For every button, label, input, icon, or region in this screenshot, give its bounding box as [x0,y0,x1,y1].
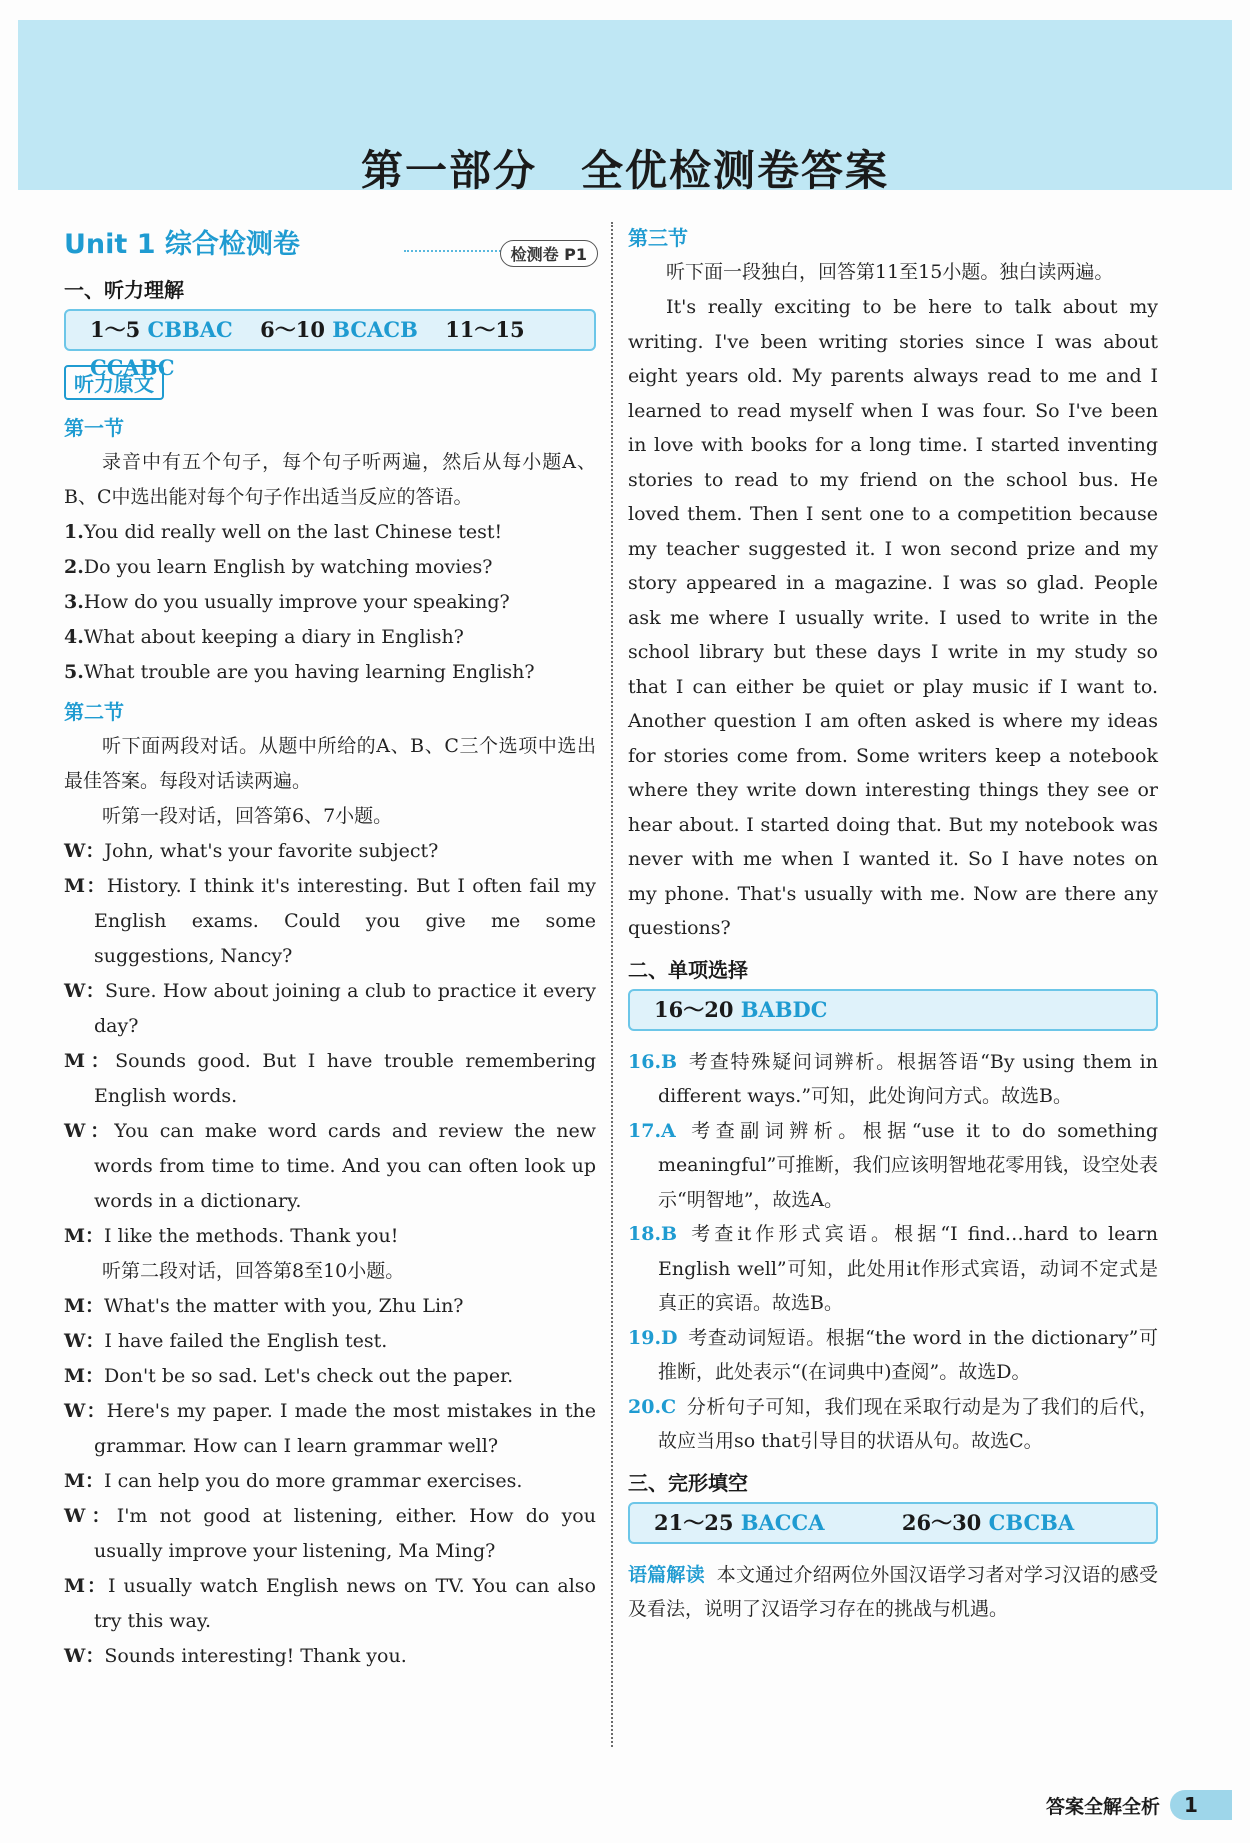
answer-value: BACCA [740,1509,825,1535]
right-column [628,222,1158,1627]
answer-value: CCABC [90,355,175,380]
footer-text: 答案全解全析 [1045,1795,1160,1818]
listening-answer-box [64,309,596,380]
page-title: 第一部分 全优检测卷答案 [360,146,889,195]
answer-range: 6～10 [260,317,325,342]
dialogue-line: W：I'm not good at listening, either. How do you usually improve your listening, Ma Ming? [64,1505,596,1562]
transcript-label: 听力原文 [64,365,164,400]
answer-range: 11～15 [445,317,525,342]
section2-intro: 听下面两段对话。从题中所给的A、B、C三个选项中选出最佳答案。每段对话读两遍。 [64,735,596,792]
listening-heading: 一、听力理解 [64,278,184,302]
left-column [64,222,596,1674]
explanation-item: 18.B 考查it作形式宾语。根据“I find…hard to learn English well”可知，此处用it作形式宾语，动词不定式是真正的宾语。故选B。 [628,1223,1158,1314]
section1-intro: 录音中有五个句子，每个句子听两遍，然后从每小题A、B、C中选出能对每个句子作出适当反应的答语。 [64,451,596,508]
single-choice-heading: 二、单项选择 [628,957,748,982]
dialogue1-intro: 听第一段对话，回答第6、7小题。 [102,805,393,827]
list-item: 5.What trouble are you having learning English? [64,661,535,683]
monologue-text: It's really exciting to be here to talk about my writing. I've been writing stories since I was about eight years old. My parents always read to me and I learned to read myself when I was four. So I've been in love with books for a long time. I started inventing stories to read to my friend on the school bus. He loved them. Then I sent one to a competition because my teacher suggested it. I won second prize and my story appeared in a magazine. I was so glad. People ask me where I usually write. I used to write in the school library but these days I write in my study so that I can either be quiet or play music if I want to. Another question I am often asked is where my ideas for stories come from. Some writers keep a notebook where they write down interesting things they see or hear about. I started doing that. But my notebook was never with me when I wanted it. So I have notes on my phone. That's usually with me. Now are there any questions? [628,296,1158,939]
dialogue-line: M：History. I think it's interesting. But I often fail my English exams. Could you give me some suggestions, Nancy? [64,875,596,967]
explanation-item: 16.B 考查特殊疑问词辨析。根据答语“By using them in different ways.”可知，此处询问方式。故选B。 [628,1050,1158,1107]
reading-analysis [628,1558,1158,1627]
section3-title: 第三节 [628,226,688,250]
dialogue-line: M：Don't be so sad. Let's check out the paper. [64,1365,514,1387]
explanation-item: 17.A 考查副词辨析。根据“use it to do something meaningful”可推断，我们应该明智地花零用钱，设空处表示“明智地”，故选A。 [628,1119,1158,1211]
dialogue-line: M：I usually watch English news on TV. You can also try this way. [64,1575,596,1632]
list-item: 2.Do you learn English by watching movies? [64,556,493,578]
single-choice-explanations [628,1045,1158,1459]
answer-range: 21～25 [654,1509,734,1535]
section1-title: 第一节 [64,416,124,440]
dialogue-line: M：What's the matter with you, Zhu Lin? [64,1295,464,1317]
explanation-item: 20.C 分析句子可知，我们现在采取行动是为了我们的后代，故应当用so that引导目的状语从句。故选C。 [628,1395,1158,1452]
page-reference-tag: 检测卷 P1 [500,240,598,267]
column-divider [611,222,613,1747]
unit-title-row [64,222,596,266]
answer-value: CBBAC [147,317,233,342]
answer-value: BCACB [332,317,418,342]
answer-value: CBCBA [988,1509,1075,1535]
dialogue2-intro: 听第二段对话，回答第8至10小题。 [102,1260,405,1282]
dialogue2 [64,1289,596,1674]
page-footer [1046,1789,1232,1821]
reading-analysis-text: 本文通过介绍两位外国汉语学习者对学习汉语的感受及看法，说明了汉语学习存在的挑战与机遇。 [628,1563,1158,1620]
list-item: 3.How do you usually improve your speaking? [64,591,510,613]
list-item: 1.You did really well on the last Chinese test! [64,521,503,543]
cloze-answer-box [628,1502,1158,1544]
single-choice-answer-box [628,989,1158,1031]
section2-title: 第二节 [64,700,124,724]
dialogue-line: W：Sounds interesting! Thank you. [64,1645,407,1667]
dialogue-line: M：I can help you do more grammar exercises. [64,1470,523,1492]
dialogue-line: W：You can make word cards and review the new words from time to time. And you can often look up words in a dictionary. [64,1120,596,1212]
dialogue-line: W：I have failed the English test. [64,1330,388,1352]
dialogue-line: M：I like the methods. Thank you! [64,1225,399,1247]
dialogue-line: M：Sounds good. But I have trouble remembering English words. [64,1050,596,1107]
reading-analysis-label: 语篇解读 [628,1563,705,1586]
page-number: 1 [1170,1790,1232,1820]
list-item: 4.What about keeping a diary in English? [64,626,464,648]
section3-intro: 听下面一段独白，回答第11至15小题。独白读两遍。 [666,261,1114,283]
answer-range: 26～30 [901,1509,982,1535]
dialogue-line: W：John, what's your favorite subject? [64,840,439,862]
answer-range: 1～5 [90,317,141,342]
dialogue-line: W：Here's my paper. I made the most mistakes in the grammar. How can I learn grammar well? [64,1400,596,1457]
dialogue1 [64,834,596,1254]
header-banner [18,20,1232,195]
unit-title: Unit 1 综合检测卷 [64,229,300,260]
cloze-heading: 三、完形填空 [628,1470,748,1495]
section1-items [64,515,596,690]
dialogue-line: W：Sure. How about joining a club to practice it every day? [64,980,597,1037]
answer-value: BABDC [740,996,828,1022]
answer-range: 16～20 [654,996,734,1022]
explanation-item: 19.D 考查动词短语。根据“the word in the dictionary”可推断，此处表示“(在词典中)查阅”。故选D。 [628,1326,1158,1383]
